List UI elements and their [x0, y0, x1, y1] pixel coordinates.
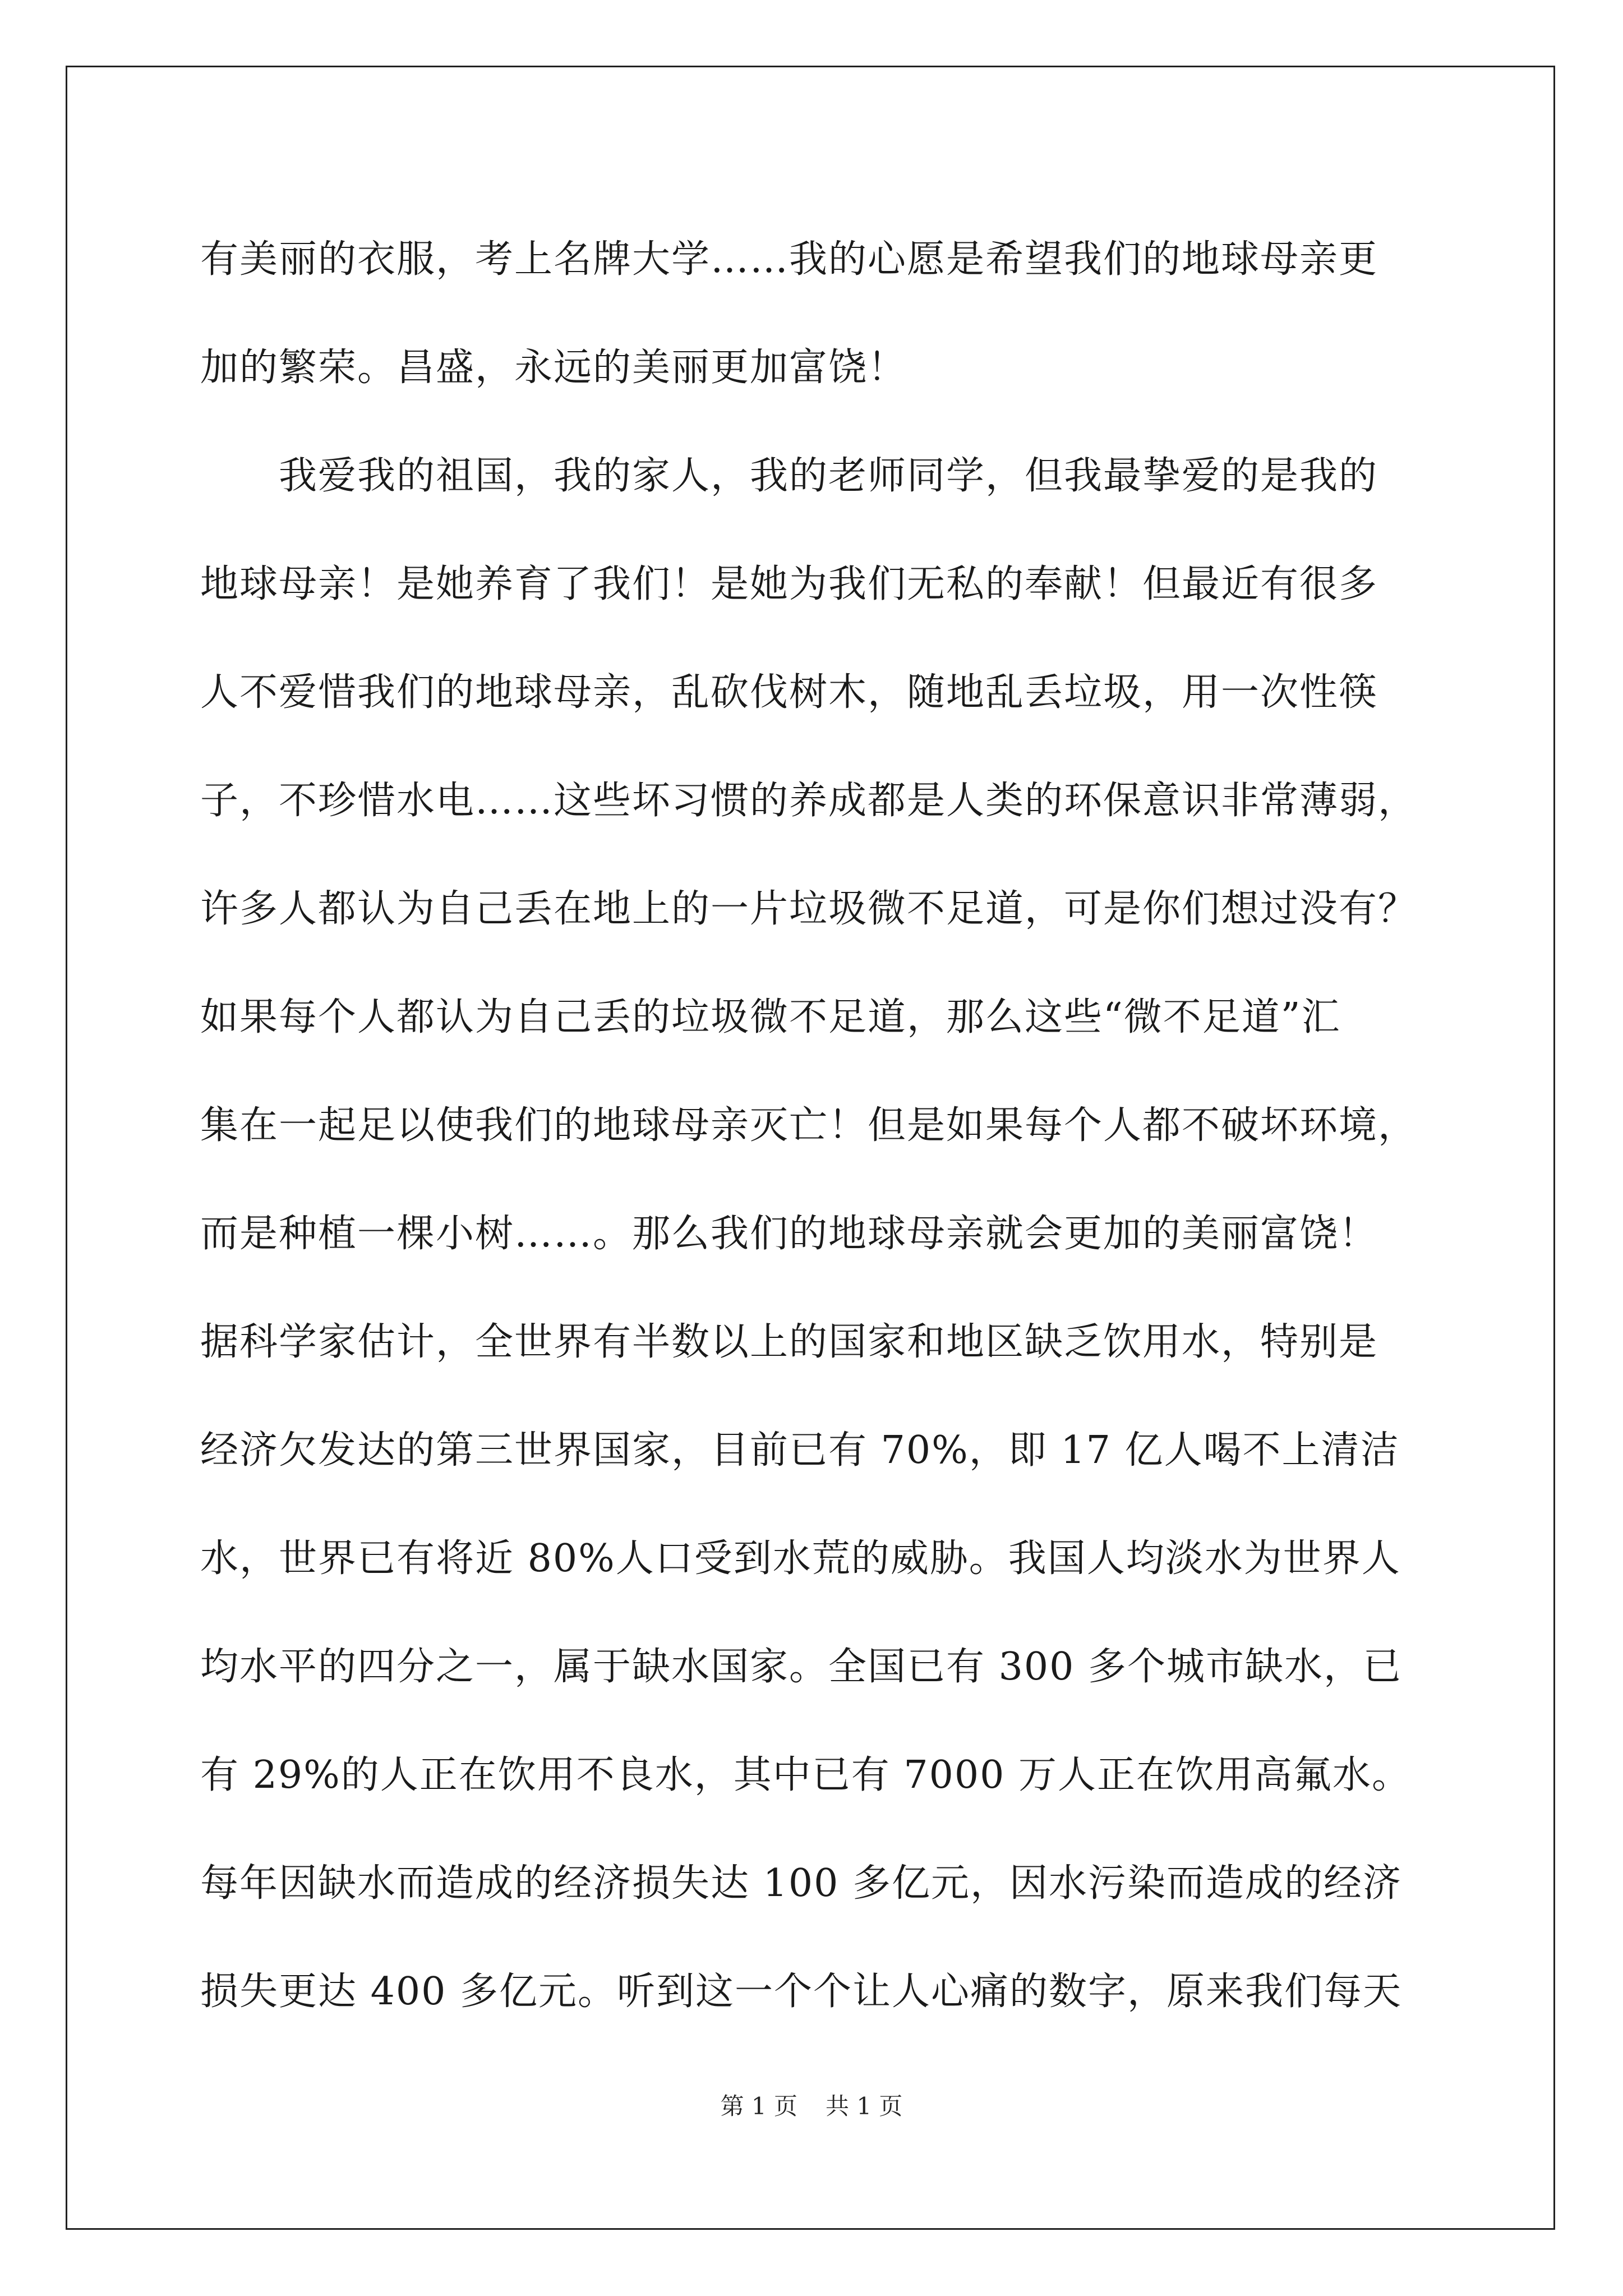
text-line: 水，世界已有将近 80%人口受到水荒的威胁。我国人均淡水为世界人 [200, 1536, 1401, 1581]
text-line: 我爱我的祖国，我的家人，我的老师同学，但我最挚爱的是我的 [279, 454, 1378, 498]
text-line: 地球母亲！是她养育了我们！是她为我们无私的奉献！但最近有很多 [200, 562, 1378, 606]
page-total: 共 1 页 [826, 2092, 903, 2120]
document-body [200, 205, 1440, 2046]
text-line: 人不爱惜我们的地球母亲，乱砍伐树木，随地乱丢垃圾，用一次性筷 [200, 670, 1378, 715]
text-line: 集在一起足以使我们的地球母亲灭亡！但是如果每个人都不破坏环境， [200, 1103, 1418, 1148]
text-line: 如果每个人都认为自己丢的垃圾微不足道，那么这些“微不足道”汇 [200, 995, 1341, 1039]
page-footer [0, 2088, 1623, 2122]
text-line: 每年因缺水而造成的经济损失达 100 多亿元，因水污染而造成的经济 [200, 1861, 1403, 1906]
text-line: 均水平的四分之一，属于缺水国家。全国已有 300 多个城市缺水，已 [200, 1645, 1403, 1689]
page-number: 第 1 页 [720, 2092, 797, 2120]
text-line: 经济欠发达的第三世界国家，目前已有 70%，即 17 亿人喝不上清洁 [200, 1428, 1400, 1473]
text-line: 加的繁荣。昌盛，永远的美丽更加富饶！ [200, 346, 907, 390]
text-line: 有 29%的人正在饮用不良水，其中已有 7000 万人正在饮用高氟水。 [200, 1753, 1412, 1797]
text-line: 有美丽的衣服，考上名牌大学……我的心愿是希望我们的地球母亲更 [200, 237, 1378, 282]
text-line: 子，不珍惜水电……这些坏习惯的养成都是人类的环保意识非常薄弱， [200, 779, 1418, 823]
text-line: 据科学家估计，全世界有半数以上的国家和地区缺乏饮用水，特别是 [200, 1320, 1378, 1364]
text-line: 而是种植一棵小树……。那么我们的地球母亲就会更加的美丽富饶！ [200, 1212, 1378, 1256]
text-line: 许多人都认为自己丢在地上的一片垃圾微不足道，可是你们想过没有？ [200, 887, 1418, 931]
text-line: 损失更达 400 多亿元。听到这一个个让人心痛的数字，原来我们每天 [200, 1970, 1403, 2014]
